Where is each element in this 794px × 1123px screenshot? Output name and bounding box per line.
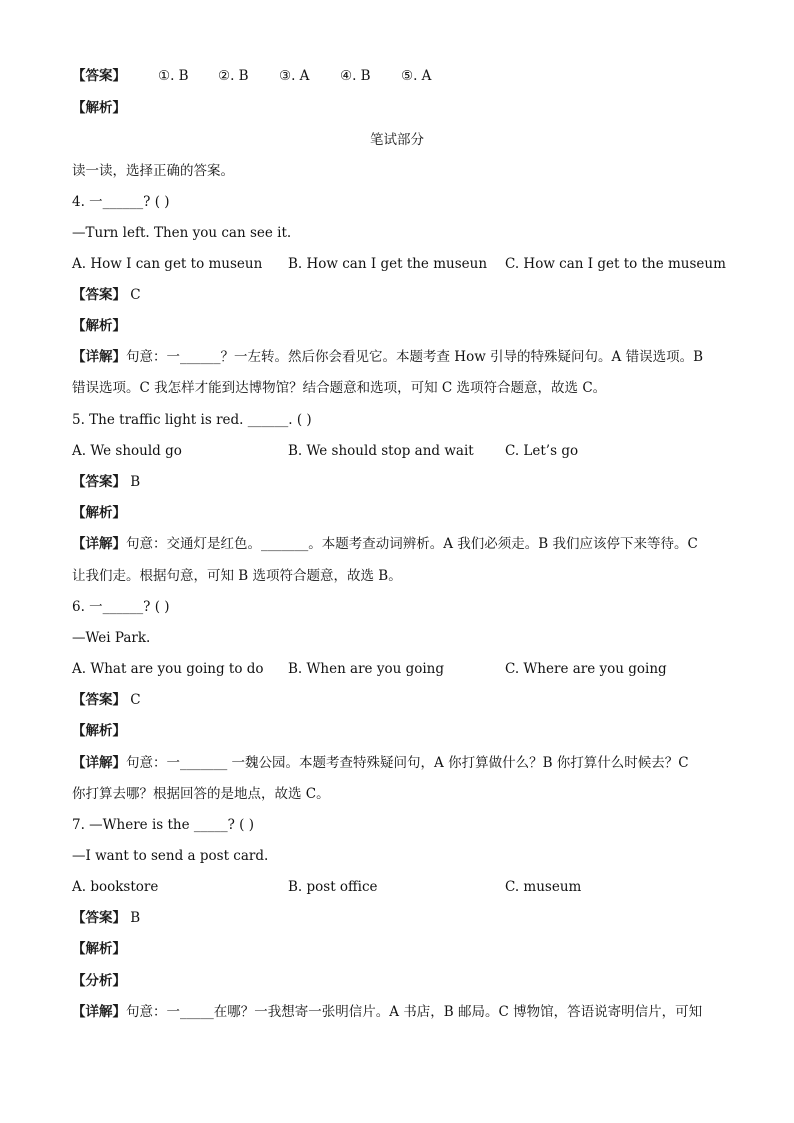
q7-detail-line-1 xyxy=(72,1003,722,1021)
q5-answer xyxy=(72,473,722,491)
q7-option-a: A. bookstore xyxy=(72,879,159,895)
q7-analysis-2: 【分析】 xyxy=(72,973,126,989)
q4-detail-line-2: 错误选项。C 我怎样才能到达博物馆？结合题意和选项，可知 C 选项符合题意，故选 C。 xyxy=(72,380,607,396)
q7-answer-tag: 【答案】 xyxy=(72,910,126,926)
q4-detail-tag: 【详解】 xyxy=(72,349,126,365)
q5-detail-text-1: 句意：交通灯是红色。_______。本题考查动词辨析。A 我们必须走。B 我们应该停下来等待。C xyxy=(126,536,698,552)
instruction: 读一读，选择正确的答案。 xyxy=(72,163,234,179)
q5-option-c: C. Let’s go xyxy=(505,443,579,459)
q7-reply: —I want to send a post card. xyxy=(72,848,269,864)
q4-answer xyxy=(72,286,722,304)
section-title: 笔试部分 xyxy=(370,132,424,148)
q7-detail-tag: 【详解】 xyxy=(72,1004,126,1020)
top-answer-row xyxy=(72,67,722,85)
q5-stem: 5. The traffic light is red. ______. ( ) xyxy=(72,412,312,428)
q6-detail-tag: 【详解】 xyxy=(72,755,126,771)
q7-answer xyxy=(72,909,722,927)
q6-answer xyxy=(72,691,722,709)
q6-reply: —Wei Park. xyxy=(72,630,151,646)
q4-option-a: A. How I can get to museun xyxy=(72,256,263,272)
q7-stem: 7. —Where is the _____? ( ) xyxy=(72,817,255,833)
answer-item-3: ③. A xyxy=(279,68,310,84)
top-analysis: 【解析】 xyxy=(72,100,126,116)
q4-detail-text-1: 句意：一______？一左转。然后你会看见它。本题考查 How 引导的特殊疑问句。A 错误选项。B xyxy=(126,349,703,365)
q6-analysis: 【解析】 xyxy=(72,723,126,739)
q7-detail-text-1: 句意：一_____在哪？一我想寄一张明信片。A 书店，B 邮局。C 博物馆，答语说寄明信片，可知 xyxy=(126,1004,703,1020)
q6-option-a: A. What are you going to do xyxy=(72,661,264,677)
q5-option-b: B. We should stop and wait xyxy=(288,443,474,459)
q4-detail-line-1 xyxy=(72,348,722,366)
q5-answer-value: B xyxy=(130,474,141,490)
q7-option-b: B. post office xyxy=(288,879,378,895)
q6-option-b: B. When are you going xyxy=(288,661,444,677)
answer-item-2: ②. B xyxy=(218,68,249,84)
q4-answer-value: C xyxy=(130,287,141,303)
q5-detail-tag: 【详解】 xyxy=(72,536,126,552)
q4-option-c: C. How can I get to the museum xyxy=(505,256,726,272)
q6-option-c: C. Where are you going xyxy=(505,661,667,677)
q5-answer-tag: 【答案】 xyxy=(72,474,126,490)
q6-detail-line-1 xyxy=(72,754,722,772)
q6-detail-text-1: 句意：一_______ 一魏公园。本题考查特殊疑问句，A 你打算做什么？B 你打算什么时候去？C xyxy=(126,755,689,771)
answer-item-1: ①. B xyxy=(158,68,189,84)
q4-stem: 4. 一______? ( ) xyxy=(72,194,170,210)
answer-item-5: ⑤. A xyxy=(401,68,432,84)
q6-stem: 6. 一______? ( ) xyxy=(72,599,170,615)
answer-tag: 【答案】 xyxy=(72,68,126,84)
q5-detail-line-1 xyxy=(72,535,722,553)
q7-option-c: C. museum xyxy=(505,879,582,895)
q4-reply: —Turn left. Then you can see it. xyxy=(72,225,292,241)
q6-answer-value: C xyxy=(130,692,141,708)
q4-answer-tag: 【答案】 xyxy=(72,287,126,303)
q7-analysis: 【解析】 xyxy=(72,941,126,957)
q6-detail-line-2: 你打算去哪？根据回答的是地点，故选 C。 xyxy=(72,786,330,802)
q5-detail-line-2: 让我们走。根据句意，可知 B 选项符合题意，故选 B。 xyxy=(72,568,402,584)
q5-option-a: A. We should go xyxy=(72,443,182,459)
q4-analysis: 【解析】 xyxy=(72,318,126,334)
q5-analysis: 【解析】 xyxy=(72,505,126,521)
q6-answer-tag: 【答案】 xyxy=(72,692,126,708)
answer-item-4: ④. B xyxy=(340,68,371,84)
q4-option-b: B. How can I get the museun xyxy=(288,256,488,272)
q7-answer-value: B xyxy=(130,910,141,926)
